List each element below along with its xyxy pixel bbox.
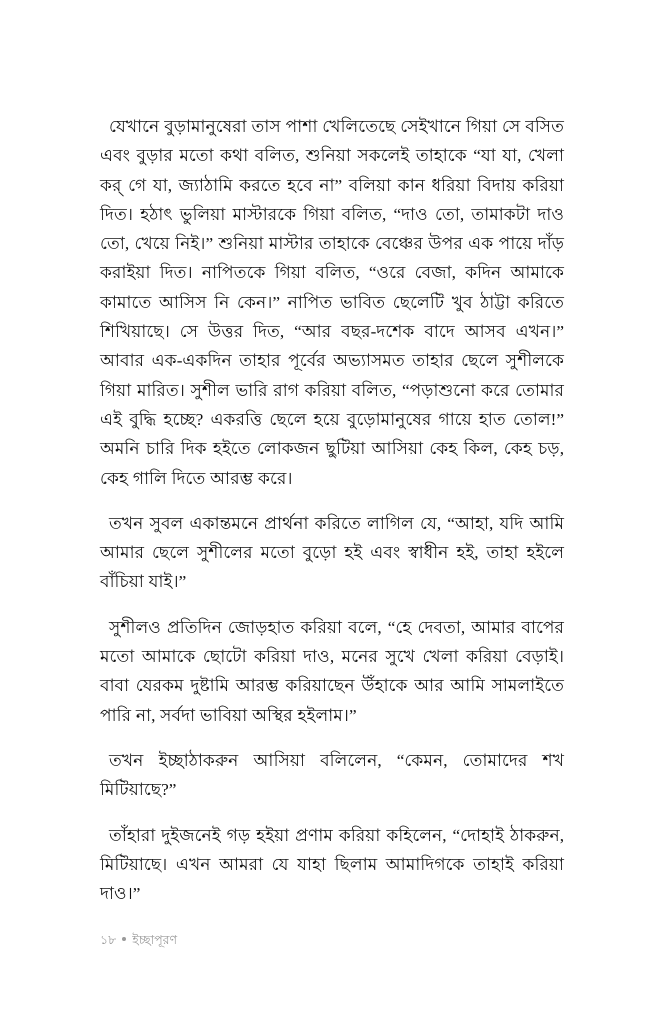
- body-paragraph: তখন সুবল একান্তমনে প্রার্থনা করিতে লাগিল যে, “আহা, যদি আমি আমার ছেলে সুশীলের মতো বুড়ো হই এবং স্বাধীন হই, তাহা হইলে বাঁচিয়া যাই।”: [100, 513, 564, 592]
- body-paragraph: সুশীলও প্রতিদিন জোড়হাত করিয়া বলে, “হে দেবতা, আমার বাপের মতো আমাকে ছোটো করিয়া দাও, মনের সুখে খেলা করিয়া বেড়াই। বাবা যেরকম দুষ্টামি আরম্ভ করিয়াছেন উঁহাকে আর আমি সামলাইতে পারি না, সর্বদা ভাবিয়া অস্থির হইলাম।”: [100, 617, 564, 725]
- body-paragraph: তাঁহারা দুইজনেই গড় হইয়া প্রণাম করিয়া কহিলেন, “দোহাই ঠাকরুন, মিটিয়াছে। এখন আমরা যে যাহা ছিলাম আমাদিগকে তাহাই করিয়া দাও।”: [100, 825, 564, 904]
- page-text-block: [100, 112, 564, 908]
- page-footer: [100, 932, 177, 948]
- bullet-icon: [122, 937, 126, 941]
- footer-page-number: ১৮: [100, 933, 117, 947]
- footer-chapter-title: ইচ্ছাপূরণ: [132, 933, 178, 947]
- body-paragraph: যেখানে বুড়ামানুষেরা তাস পাশা খেলিতেছে সেইখানে গিয়া সে বসিত এবং বুড়ার মতো কথা বলিত, শুনিয়া সকলেই তাহাকে “যা যা, খেলা কর্ গে যা, জ্যাঠামি করতে হবে না” বলিয়া কান ধরিয়া বিদায় করিয়া দিত। হঠাৎ ভুলিয়া মাস্টারকে গিয়া বলিত, “দাও তো, তামাকটা দাও তো, খেয়ে নিই।” শুনিয়া মাস্টার তাহাকে বেঞ্চের উপর এক পায়ে দাঁড় করাইয়া দিত। নাপিতকে গিয়া বলিত, “ওরে বেজা, কদিন আমাকে কামাতে আসিস নি কেন।” নাপিত ভাবিত ছেলেটি খুব ঠাট্টা করিতে শিখিয়াছে। সে উত্তর দিত, “আর বছর-দশেক বাদে আসব এখন।” আবার এক-একদিন তাহার পূর্বের অভ্যাসমত তাহার ছেলে সুশীলকে গিয়া মারিত। সুশীল ভারি রাগ করিয়া বলিত, “পড়াশুনো করে তোমার এই বুদ্ধি হচ্ছে? একরত্তি ছেলে হয়ে বুড়োমানুষের গায়ে হাত তোল!” অমনি চারি দিক হইতে লোকজন ছুটিয়া আসিয়া কেহ কিল, কেহ চড়, কেহ গালি দিতে আরম্ভ করে।: [100, 117, 564, 488]
- body-paragraph: তখন ইচ্ছাঠাকরুন আসিয়া বলিলেন, “কেমন, তোমাদের শখ মিটিয়াছে?”: [100, 750, 564, 800]
